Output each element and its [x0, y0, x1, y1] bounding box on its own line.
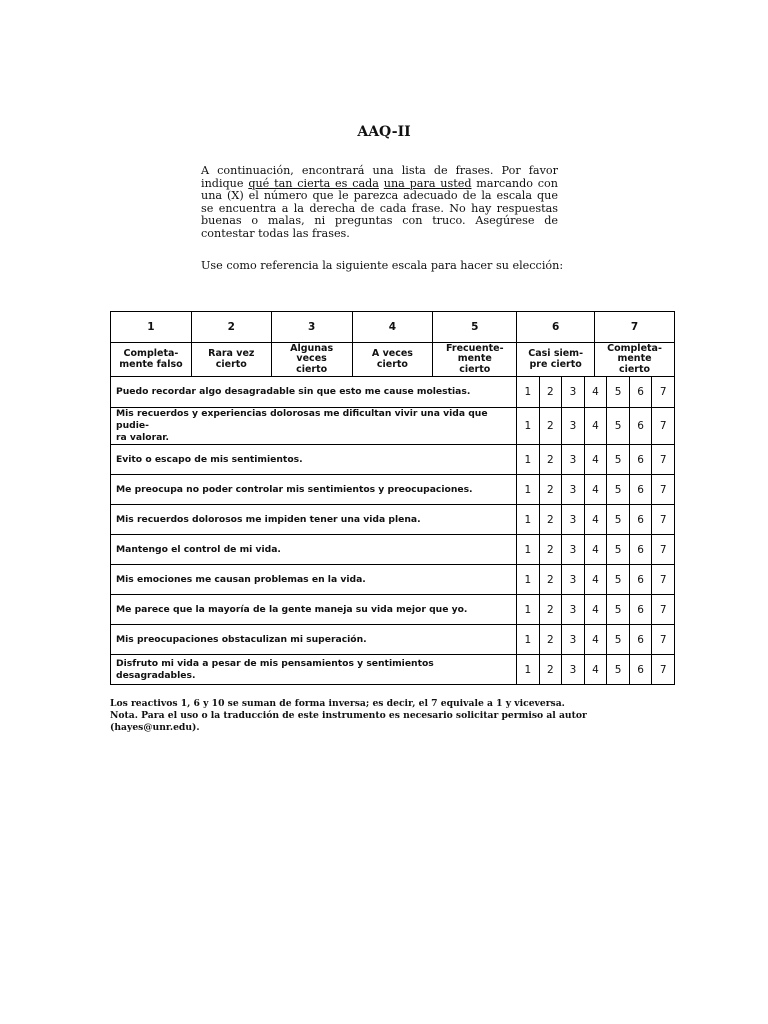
response-option-2[interactable]: 2 [539, 655, 562, 685]
intro-text-1: A continuación, encontrará una lista de frases. Por favor indique [201, 164, 558, 190]
response-option-1[interactable]: 1 [517, 475, 540, 505]
scale-number-1: 1 [111, 312, 192, 343]
item-statement [111, 655, 517, 685]
response-option-5[interactable]: 5 [607, 408, 630, 445]
response-option-2[interactable]: 2 [539, 565, 562, 595]
response-option-5[interactable]: 5 [607, 655, 630, 685]
scale-numbers-row [111, 312, 675, 343]
scale-label-line: mente [457, 353, 492, 365]
item-statement [111, 595, 517, 625]
items-table [110, 376, 675, 685]
scale-label-5 [433, 343, 517, 377]
response-option-2[interactable]: 2 [539, 625, 562, 655]
response-option-2[interactable]: 2 [539, 408, 562, 445]
response-option-7[interactable]: 7 [652, 408, 675, 445]
item-row [111, 505, 675, 535]
response-option-2[interactable]: 2 [539, 595, 562, 625]
response-option-6[interactable]: 6 [629, 408, 652, 445]
response-option-5[interactable]: 5 [607, 565, 630, 595]
scale-label-line: mente falso [119, 358, 183, 370]
scale-labels-row [111, 343, 675, 377]
response-option-1[interactable]: 1 [517, 377, 540, 408]
response-option-5[interactable]: 5 [607, 595, 630, 625]
scale-label-7 [595, 343, 675, 377]
response-option-4[interactable]: 4 [584, 535, 607, 565]
response-option-5[interactable]: 5 [607, 445, 630, 475]
scale-number-5: 5 [433, 312, 517, 343]
response-option-7[interactable]: 7 [652, 595, 675, 625]
response-option-7[interactable]: 7 [652, 655, 675, 685]
item-statement [111, 475, 517, 505]
item-statement [111, 445, 517, 475]
response-option-7[interactable]: 7 [652, 625, 675, 655]
scale-label-line: pre cierto [529, 358, 582, 370]
response-option-4[interactable]: 4 [584, 445, 607, 475]
scale-label-line: Rara vez [208, 348, 255, 359]
response-option-1[interactable]: 1 [517, 595, 540, 625]
response-option-6[interactable]: 6 [629, 505, 652, 535]
item-statement-line: Mantengo el control de mi vida. [116, 543, 281, 555]
item-statement-line: Evito o escapo de mis sentimientos. [116, 453, 303, 465]
response-option-6[interactable]: 6 [629, 655, 652, 685]
response-option-7[interactable]: 7 [652, 475, 675, 505]
scale-label-2 [191, 343, 271, 377]
footnotes [110, 698, 670, 734]
scale-number-4: 4 [352, 312, 433, 343]
item-statement-line: Mis emociones me causan problemas en la vida. [116, 573, 366, 585]
response-option-3[interactable]: 3 [562, 625, 585, 655]
item-row [111, 625, 675, 655]
response-option-4[interactable]: 4 [584, 505, 607, 535]
response-option-5[interactable]: 5 [607, 625, 630, 655]
response-option-4[interactable]: 4 [584, 655, 607, 685]
response-option-1[interactable]: 1 [517, 625, 540, 655]
item-row [111, 445, 675, 475]
scale-number-7: 7 [595, 312, 675, 343]
scale-label-line: Frecuente- [446, 342, 504, 354]
response-option-3[interactable]: 3 [562, 377, 585, 408]
item-row [111, 377, 675, 408]
item-statement [111, 505, 517, 535]
scale-label-line: Completa- [123, 348, 179, 359]
response-option-1[interactable]: 1 [517, 445, 540, 475]
response-option-3[interactable]: 3 [562, 565, 585, 595]
scale-label-line: Completa- [607, 342, 662, 354]
item-statement [111, 377, 517, 408]
item-statement-line: Puedo recordar algo desagradable sin que esto me cause molestias. [116, 386, 471, 397]
item-statement-line: Disfruto mi vida a pesar de mis pensamientos y sentimientos desagradables. [116, 657, 434, 681]
scale-label-line: cierto [296, 363, 328, 375]
scale-label-line: veces [296, 353, 327, 365]
response-option-7[interactable]: 7 [652, 565, 675, 595]
response-option-3[interactable]: 3 [562, 475, 585, 505]
scale-label-line: mente [617, 353, 652, 365]
scale-label-line: A veces [371, 348, 413, 359]
item-row [111, 535, 675, 565]
scale-label-line: cierto [376, 358, 408, 370]
scale-instruction: Use como referencia la siguiente escala para hacer su elección: [201, 259, 564, 272]
response-option-6[interactable]: 6 [629, 535, 652, 565]
response-option-5[interactable]: 5 [607, 475, 630, 505]
response-option-1[interactable]: 1 [517, 565, 540, 595]
scale-number-2: 2 [191, 312, 271, 343]
response-option-4[interactable]: 4 [584, 408, 607, 445]
response-option-2[interactable]: 2 [539, 475, 562, 505]
response-option-6[interactable]: 6 [629, 475, 652, 505]
response-option-6[interactable]: 6 [629, 445, 652, 475]
item-statement [111, 408, 517, 445]
response-option-3[interactable]: 3 [562, 445, 585, 475]
response-option-6[interactable]: 6 [629, 595, 652, 625]
item-row [111, 408, 675, 445]
scale-legend-table [110, 311, 675, 377]
intro-text-3: marcando con una (X) el número que le parezca adecuado de la escala que se encuentra a la derecha de cada frase. No hay respuestas buenas o malas, ni preguntas con truco. Asegúrese de contestar todas las frases. [201, 176, 558, 240]
response-option-5[interactable]: 5 [607, 535, 630, 565]
response-option-1[interactable]: 1 [517, 408, 540, 445]
response-option-3[interactable]: 3 [562, 595, 585, 625]
item-statement-line: Me parece que la mayoría de la gente maneja su vida mejor que yo. [116, 603, 468, 615]
response-option-4[interactable]: 4 [584, 625, 607, 655]
scale-label-4 [352, 343, 433, 377]
response-option-3[interactable]: 3 [562, 655, 585, 685]
scale-label-line: cierto [459, 363, 491, 375]
response-option-6[interactable]: 6 [629, 377, 652, 408]
response-option-4[interactable]: 4 [584, 377, 607, 408]
response-option-4[interactable]: 4 [584, 565, 607, 595]
item-row [111, 565, 675, 595]
page-title: AAQ-II [357, 124, 411, 140]
scale-label-3 [271, 343, 352, 377]
scale-label-line: Algunas [290, 342, 334, 354]
item-row [111, 655, 675, 685]
scale-number-6: 6 [517, 312, 595, 343]
response-option-4[interactable]: 4 [584, 595, 607, 625]
item-statement [111, 625, 517, 655]
intro-underline-2: una para usted [383, 176, 472, 190]
response-option-7[interactable]: 7 [652, 505, 675, 535]
response-option-1[interactable]: 1 [517, 535, 540, 565]
response-option-1[interactable]: 1 [517, 505, 540, 535]
scale-label-1 [111, 343, 192, 377]
response-option-5[interactable]: 5 [607, 505, 630, 535]
response-option-6[interactable]: 6 [629, 625, 652, 655]
response-option-1[interactable]: 1 [517, 655, 540, 685]
response-option-2[interactable]: 2 [539, 505, 562, 535]
response-option-4[interactable]: 4 [584, 475, 607, 505]
footnote-permission: Nota. Para el uso o la traducción de este instrumento es necesario solicitar permiso al autor (hayes@unr.edu). [110, 710, 587, 733]
scale-label-line: cierto [618, 363, 651, 375]
response-option-2[interactable]: 2 [539, 445, 562, 475]
item-row [111, 475, 675, 505]
response-option-3[interactable]: 3 [562, 505, 585, 535]
response-option-2[interactable]: 2 [539, 377, 562, 408]
item-statement-line: ra valorar. [116, 432, 170, 443]
response-option-7[interactable]: 7 [652, 377, 675, 408]
item-statement-line: Mis recuerdos y experiencias dolorosas me dificultan vivir una vida que pudie- [116, 408, 488, 431]
item-statement-line: Mis recuerdos dolorosos me impiden tener una vida plena. [116, 513, 421, 525]
response-option-2[interactable]: 2 [539, 535, 562, 565]
scale-label-line: Casi siem- [528, 348, 584, 359]
response-option-3[interactable]: 3 [562, 535, 585, 565]
item-statement [111, 565, 517, 595]
footnote-scoring: Los reactivos 1, 6 y 10 se suman de forma inversa; es decir, el 7 equivale a 1 y viceversa. [110, 698, 565, 709]
intro-paragraph [201, 165, 558, 241]
response-option-3[interactable]: 3 [562, 408, 585, 445]
scale-number-3: 3 [271, 312, 352, 343]
scale-label-6 [517, 343, 595, 377]
response-option-6[interactable]: 6 [629, 565, 652, 595]
response-option-5[interactable]: 5 [607, 377, 630, 408]
response-option-7[interactable]: 7 [652, 535, 675, 565]
intro-underline-1: qué tan cierta es cada [248, 176, 379, 190]
response-option-7[interactable]: 7 [652, 445, 675, 475]
scale-label-line: cierto [215, 358, 247, 370]
item-row [111, 595, 675, 625]
item-statement [111, 535, 517, 565]
item-statement-line: Me preocupa no poder controlar mis sentimientos y preocupaciones. [116, 483, 473, 495]
item-statement-line: Mis preocupaciones obstaculizan mi superación. [116, 633, 367, 645]
